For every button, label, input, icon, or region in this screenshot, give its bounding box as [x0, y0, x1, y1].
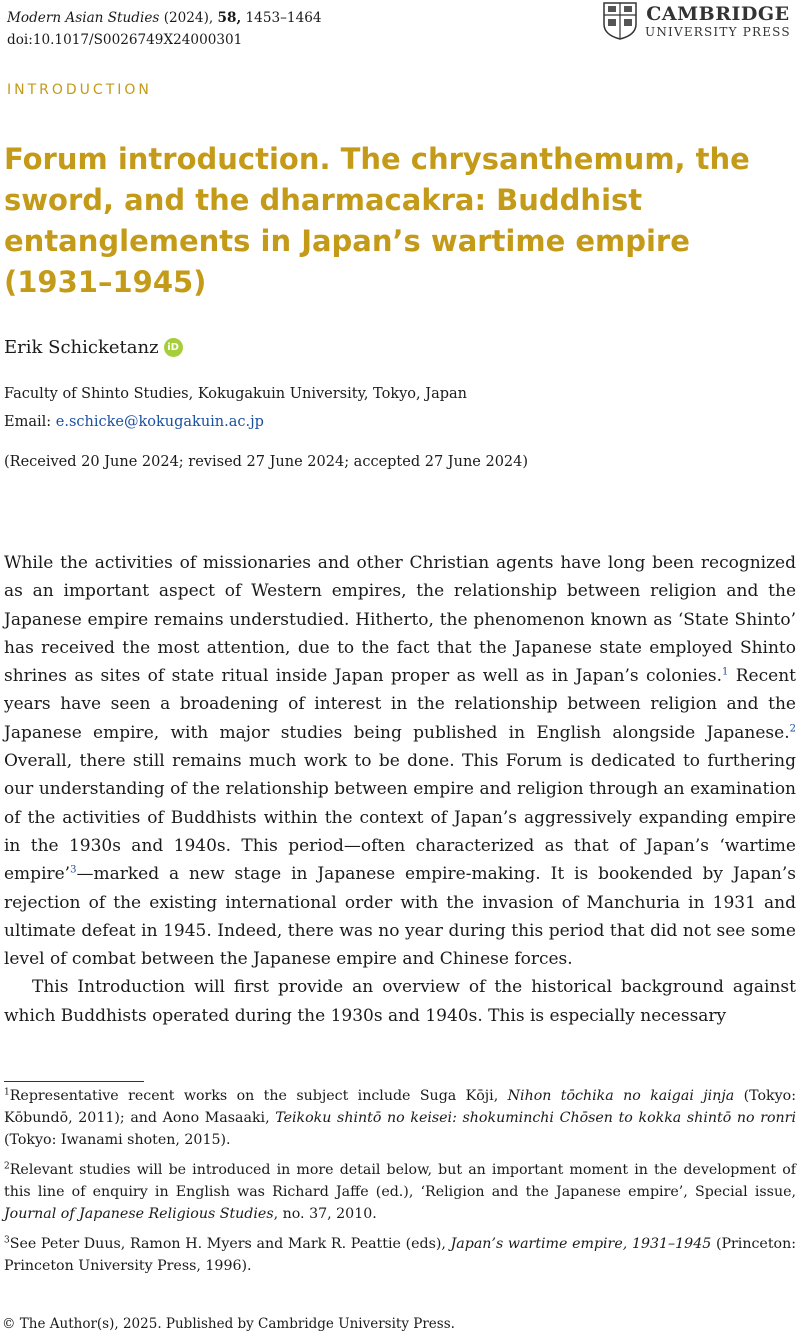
footnote-italic: Nihon tōchika no kaigai jinja [507, 1088, 735, 1104]
footnote-text: Relevant studies will be introduced in more detail below, but an important moment in the development of this line of enquiry in English was Richard Jaffe (ed.), ‘Religion and the Japanese empire’, Special issue, [4, 1162, 796, 1200]
paragraph [4, 549, 796, 973]
email-label: Email: [4, 414, 56, 430]
paragraph-text: Recent years have seen a broadening of interest in the relationship between religion and the Japanese empire, with major studies being published in English alongside Japanese. [4, 666, 796, 743]
article-title: Forum introduction. The chrysanthemum, the sword, and the dharmacakra: Buddhist entanglements in Japan’s wartime empire (1931–1945) [4, 142, 750, 299]
author-name[interactable]: Erik Schicketanz [4, 337, 159, 358]
footnote-number: 2 [4, 1161, 10, 1172]
copyright-notice: © The Author(s), 2025. Published by Cambridge University Press. [2, 1316, 455, 1332]
paragraph-text: While the activities of missionaries and other Christian agents have long been recognized as an important aspect of Western empires, the relationship between religion and the Japanese empire remains understudied. Hitherto, the phenomenon known as ‘State Shinto’ has received the most attention, due to the fact that the Japanese state employed Shinto shrines as sites of state ritual inside Japan proper as well as in Japan’s colonies. [4, 553, 796, 687]
article-body [4, 549, 796, 1030]
footnote-ref-3[interactable]: 3 [70, 864, 77, 876]
doi[interactable]: doi:10.1017/S0026749X24000301 [7, 32, 243, 48]
footnote-italic: Journal of Japanese Religious Studies [4, 1206, 274, 1222]
footnote-text: See Peter Duus, Ramon H. Myers and Mark R. Peattie (eds), [9, 1236, 451, 1252]
footnote-italic: Teikoku shintō no keisei: shokuminchi Chōsen to kokka shintō no ronri [275, 1110, 796, 1126]
journal-title: Modern Asian Studies [7, 10, 160, 26]
email-line [4, 408, 467, 436]
footnote-divider [4, 1081, 144, 1082]
footnote-text: (Princeton: Princeton University Press, 1996). [4, 1236, 796, 1274]
footnote-ref-2[interactable]: 2 [789, 723, 796, 735]
orcid-icon[interactable]: iD [164, 338, 183, 357]
journal-line [7, 7, 322, 29]
footnote-text: (Tokyo: Iwanami shoten, 2015). [4, 1132, 231, 1148]
journal-volume: 58, [217, 10, 242, 26]
publisher-subtitle: UNIVERSITY PRESS [645, 24, 791, 39]
footnote-italic: Japan’s wartime empire, 1931–1945 [450, 1236, 712, 1252]
journal-citation [7, 7, 322, 51]
footnotes [4, 1085, 796, 1285]
journal-pages: 1453–1464 [245, 10, 322, 26]
author [4, 337, 183, 358]
footnote-2 [4, 1159, 796, 1225]
cambridge-crest-icon [603, 2, 637, 40]
affiliation-block [4, 380, 467, 436]
footnote-ref-1[interactable]: 1 [722, 666, 729, 678]
footnote-1 [4, 1085, 796, 1151]
footnote-text: (Tokyo: Kōbundō, 2011); and Aono Masaaki, [4, 1088, 796, 1126]
paragraph-text: —marked a new stage in Japanese empire-making. It is bookended by Japan’s rejection of the existing international order with the invasion of Manchuria in 1931 and ultimate defeat in 1945. Indeed, there was no year during this period that did not see some level of combat between the Japanese empire and Chinese forces. [4, 864, 796, 970]
publisher-name: CAMBRIDGE [646, 2, 790, 25]
paragraph-text: Overall, there still remains much work to be done. This Forum is dedicated to furthering our understanding of the relationship between empire and religion through an examination of the activities of Buddhists within the context of Japan’s aggressively expanding empire in the 1930s and 1940s. This period—often characterized as that of Japan’s ‘wartime empire’ [4, 751, 796, 885]
journal-year: (2024), [163, 10, 214, 26]
footnote-number: 1 [4, 1087, 10, 1098]
received-dates: (Received 20 June 2024; revised 27 June 2024; accepted 27 June 2024) [4, 454, 529, 470]
footnote-text: , no. 37, 2010. [273, 1206, 377, 1222]
affiliation: Faculty of Shinto Studies, Kokugakuin University, Tokyo, Japan [4, 386, 467, 402]
footnote-text: Representative recent works on the subject include Suga Kōji, [9, 1088, 508, 1104]
footnote-3 [4, 1233, 796, 1277]
email-link[interactable]: e.schicke@kokugakuin.ac.jp [55, 414, 264, 430]
publisher-logo[interactable] [603, 2, 791, 40]
section-label: INTRODUCTION [7, 82, 152, 98]
paragraph: This Introduction will first provide an overview of the historical background against which Buddhists operated during the 1930s and 1940s. This is especially necessary [4, 977, 796, 1026]
footnote-number: 3 [4, 1235, 10, 1246]
